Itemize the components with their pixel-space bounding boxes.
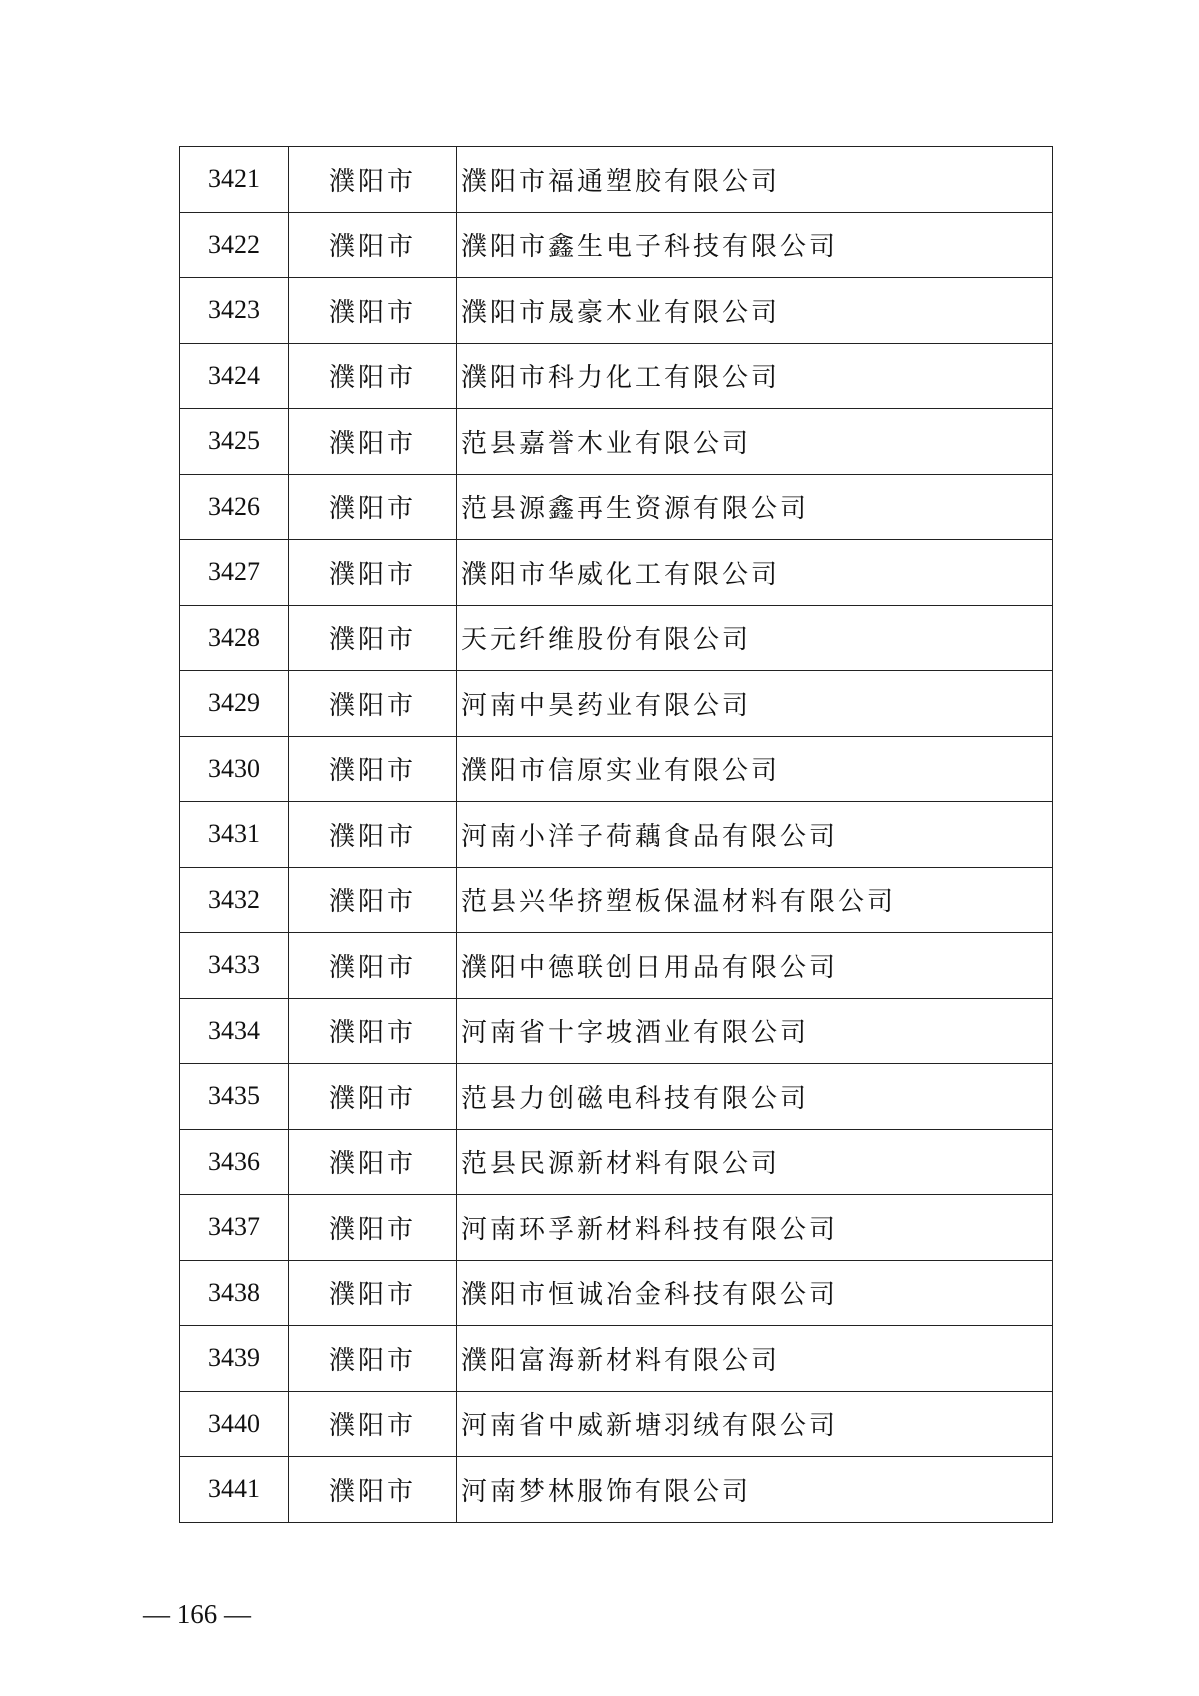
city-cell: 濮阳市 [289, 212, 457, 278]
table-row [180, 1064, 1053, 1130]
company-name-cell: 河南环孚新材料科技有限公司 [457, 1195, 1053, 1261]
row-number-cell: 3440 [180, 1391, 289, 1457]
city-cell: 濮阳市 [289, 540, 457, 606]
table-row [180, 1195, 1053, 1261]
city-cell: 濮阳市 [289, 474, 457, 540]
row-number-cell: 3437 [180, 1195, 289, 1261]
company-name-cell: 濮阳市晟豪木业有限公司 [457, 278, 1053, 344]
row-number-cell: 3438 [180, 1260, 289, 1326]
table-row [180, 736, 1053, 802]
city-cell: 濮阳市 [289, 1260, 457, 1326]
table-row [180, 998, 1053, 1064]
company-name-cell: 范县力创磁电科技有限公司 [457, 1064, 1053, 1130]
table-row [180, 147, 1053, 213]
row-number-cell: 3421 [180, 147, 289, 213]
city-cell: 濮阳市 [289, 867, 457, 933]
city-cell: 濮阳市 [289, 278, 457, 344]
company-name-cell: 河南省中威新塘羽绒有限公司 [457, 1391, 1053, 1457]
company-name-cell: 范县兴华挤塑板保温材料有限公司 [457, 867, 1053, 933]
city-cell: 濮阳市 [289, 933, 457, 999]
city-cell: 濮阳市 [289, 1391, 457, 1457]
company-name-cell: 天元纤维股份有限公司 [457, 605, 1053, 671]
company-name-cell: 河南梦林服饰有限公司 [457, 1457, 1053, 1523]
company-name-cell: 濮阳市华威化工有限公司 [457, 540, 1053, 606]
table-row [180, 212, 1053, 278]
row-number-cell: 3434 [180, 998, 289, 1064]
row-number-cell: 3430 [180, 736, 289, 802]
row-number-cell: 3422 [180, 212, 289, 278]
row-number-cell: 3431 [180, 802, 289, 868]
row-number-cell: 3441 [180, 1457, 289, 1523]
table-row [180, 1457, 1053, 1523]
company-name-cell: 河南中昊药业有限公司 [457, 671, 1053, 737]
table-row [180, 1260, 1053, 1326]
table-row [180, 409, 1053, 475]
city-cell: 濮阳市 [289, 343, 457, 409]
table-row [180, 474, 1053, 540]
row-number-cell: 3425 [180, 409, 289, 475]
table-row [180, 802, 1053, 868]
row-number-cell: 3432 [180, 867, 289, 933]
row-number-cell: 3427 [180, 540, 289, 606]
company-name-cell: 河南省十字坡酒业有限公司 [457, 998, 1053, 1064]
city-cell: 濮阳市 [289, 1457, 457, 1523]
row-number-cell: 3436 [180, 1129, 289, 1195]
table-row [180, 278, 1053, 344]
company-name-cell: 濮阳市福通塑胶有限公司 [457, 147, 1053, 213]
company-name-cell: 濮阳市信原实业有限公司 [457, 736, 1053, 802]
row-number-cell: 3424 [180, 343, 289, 409]
table-row [180, 540, 1053, 606]
company-name-cell: 河南小洋子荷藕食品有限公司 [457, 802, 1053, 868]
row-number-cell: 3428 [180, 605, 289, 671]
city-cell: 濮阳市 [289, 1064, 457, 1130]
page-number: — 166 — [143, 1599, 251, 1629]
city-cell: 濮阳市 [289, 998, 457, 1064]
city-cell: 濮阳市 [289, 409, 457, 475]
company-name-cell: 范县嘉誉木业有限公司 [457, 409, 1053, 475]
company-name-cell: 濮阳市科力化工有限公司 [457, 343, 1053, 409]
table-row [180, 1326, 1053, 1392]
row-number-cell: 3433 [180, 933, 289, 999]
company-name-cell: 范县源鑫再生资源有限公司 [457, 474, 1053, 540]
city-cell: 濮阳市 [289, 147, 457, 213]
company-name-cell: 范县民源新材料有限公司 [457, 1129, 1053, 1195]
city-cell: 濮阳市 [289, 671, 457, 737]
company-name-cell: 濮阳中德联创日用品有限公司 [457, 933, 1053, 999]
row-number-cell: 3429 [180, 671, 289, 737]
table-row [180, 1129, 1053, 1195]
company-name-cell: 濮阳市恒诚冶金科技有限公司 [457, 1260, 1053, 1326]
table-row [180, 671, 1053, 737]
row-number-cell: 3426 [180, 474, 289, 540]
row-number-cell: 3435 [180, 1064, 289, 1130]
table-row [180, 867, 1053, 933]
row-number-cell: 3439 [180, 1326, 289, 1392]
table-row [180, 933, 1053, 999]
table-body [180, 147, 1053, 1523]
city-cell: 濮阳市 [289, 605, 457, 671]
company-table [179, 146, 1053, 1523]
table-row [180, 343, 1053, 409]
table-row [180, 1391, 1053, 1457]
city-cell: 濮阳市 [289, 736, 457, 802]
table-row [180, 605, 1053, 671]
city-cell: 濮阳市 [289, 1129, 457, 1195]
company-name-cell: 濮阳富海新材料有限公司 [457, 1326, 1053, 1392]
city-cell: 濮阳市 [289, 1326, 457, 1392]
company-name-cell: 濮阳市鑫生电子科技有限公司 [457, 212, 1053, 278]
city-cell: 濮阳市 [289, 802, 457, 868]
row-number-cell: 3423 [180, 278, 289, 344]
city-cell: 濮阳市 [289, 1195, 457, 1261]
